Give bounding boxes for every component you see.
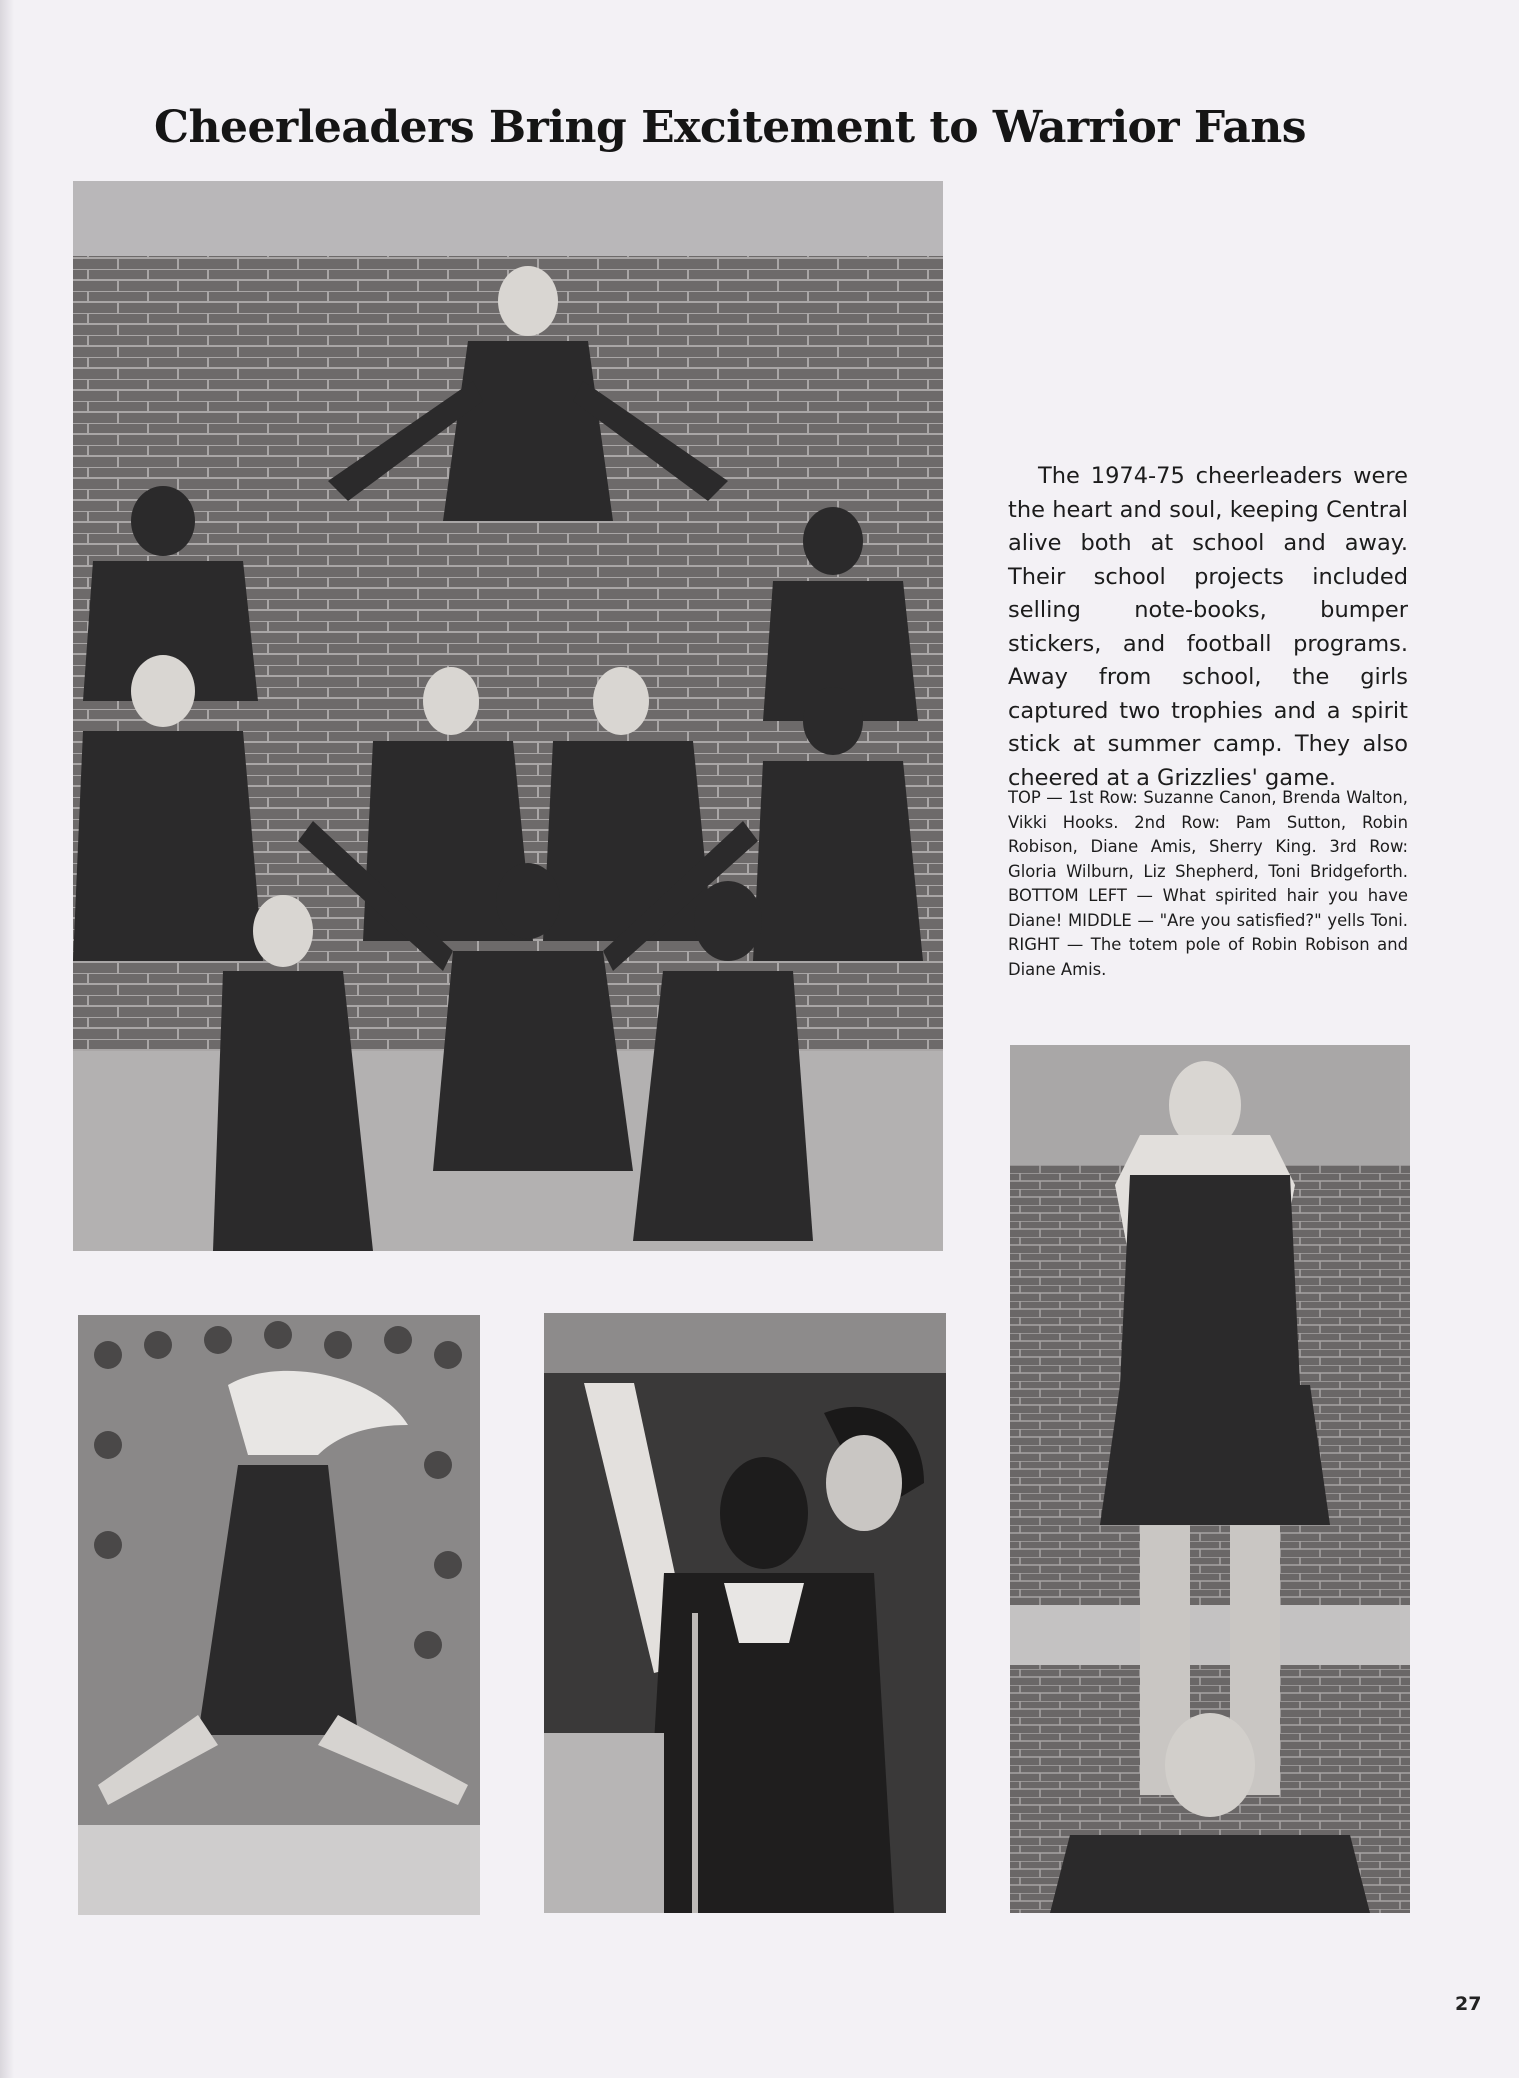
page-title: Cheerleaders Bring Excitement to Warrior Fans: [154, 102, 1306, 153]
page-binding-edge: [0, 0, 14, 2078]
spirited-hair-photo: [78, 1315, 480, 1915]
totem-pole-photo: [1010, 1045, 1410, 1913]
are-you-satisfied-photo: [544, 1313, 946, 1913]
page-number: 27: [1455, 1993, 1482, 2015]
cheerleader-pyramid-photo: [73, 181, 943, 1251]
photo-caption: TOP — 1st Row: Suzanne Canon, Brenda Walton, Vikki Hooks. 2nd Row: Pam Sutton, Robin Robison, Diane Amis, Sherry King. 3rd Row: Gloria Wilburn, Liz Shepherd, Toni Bridgeforth. BOTTOM LEFT — What spirited hair you have Diane! MIDDLE — "Are you satisfied?" yells Toni. RIGHT — The totem pole of Robin Robison and Diane Amis.: [1008, 788, 1408, 979]
article-body-text: The 1974-75 cheerleaders were the heart and soul, keeping Central alive both at school and away. Their school projects included selling note-books, bumper stickers, and football programs. Away from school, the girls captured two trophies and a spirit stick at summer camp. They also cheered at a Grizzlies' game.: [1008, 463, 1408, 791]
